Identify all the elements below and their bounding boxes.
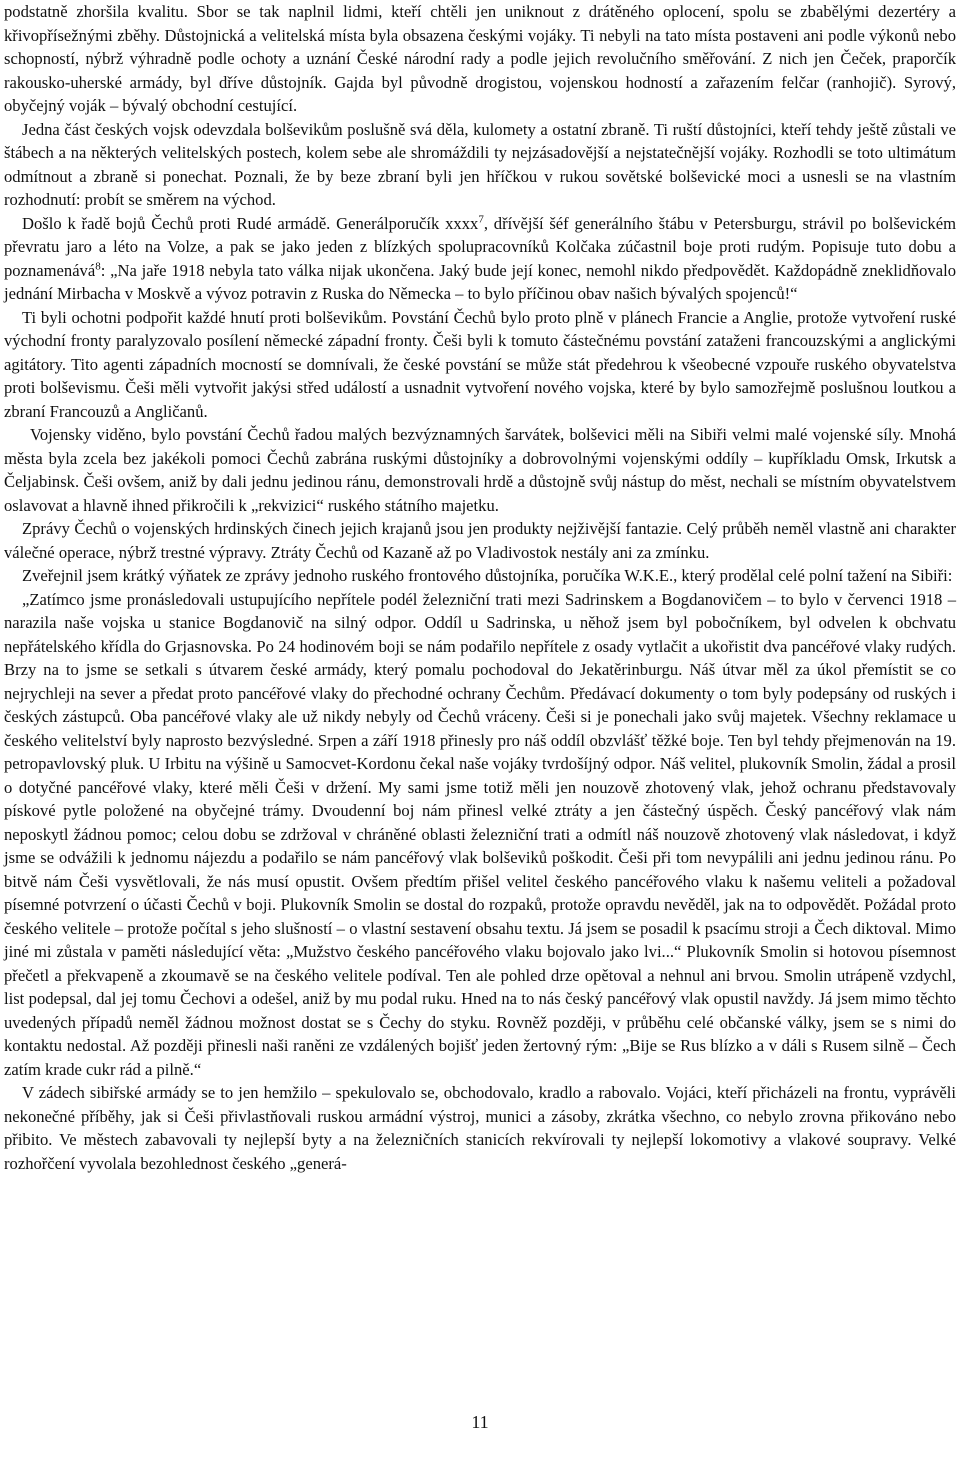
paragraph [4,1081,956,1175]
paragraph-text: , dřívější šéf generálního štábu v Petersburgu, strávil po bolševickém převratu jaro a léto na Volze, a pak se jako jeden z blízkých spolupracovníků Kolčaka zúčastnil boje proti rudým. Popisuje tuto dobu a poznamenává [4,213,957,280]
paragraph [4,0,956,118]
footnote-reference: 8 [95,259,101,272]
paragraph-text: Jedna část českých vojsk odevzdala bolševikům poslušně svá děla, kulomety a ostatní zbraně. Ti ruští důstojníci, kteří tehdy ještě zůstali ve štábech a na některých velitelských postech, kolem sebe ale shromáždili ty nejzásadovější a nejstatečnější vojáky. Rozhodli se toto ultimátum odmítnout a zbraně si ponechat. Poznali, že by beze zbraní byli jen hříčkou v rukou sovětské bolševické moci a usnesli se na vlastním rozhodnutí: probít se směrem na východ. [4,119,956,209]
paragraph-text: Ti byli ochotni podpořit každé hnutí proti bolševikům. Povstání Čechů bylo proto plně v plánech Francie a Anglie, protože vytvoření ruské východní fronty paralyzovalo posílení německé západní fronty. Češi byli k tomuto částečnému povstání zataženi francouzskými a anglickými agitátory. Tito agenti západních mocností se domnívali, že české povstání se může stát předehrou k všeobecné vzpouře ruského obyvatelstva proti bolševismu. Češi měli vytvořit jakýsi střed událostí a usnadnit vytvoření nového vojska, které by bylo samozřejmě poslušnou loutkou a zbraní Francouzů a Angličanů. [4,307,956,421]
paragraph [4,306,956,424]
paragraph-text: podstatně zhoršila kvalitu. Sbor se tak naplnil lidmi, kteří chtěli jen uniknout z drátěného oplocení, spolu se zbabělými dezertéry a křivopřísežnými zběhy. Důstojnická a velitelská místa byla obsazena českými vojáky. Ti nebyli na tato místa postaveni ani podle výkonů nebo schopností, nýbrž výhradně podle ochoty a uznání České národní rady a podle jejich revolučního směřování. Z nich jen Čeček, praporčík rakousko-uherské armády, byl dříve důstojník. Gajda byl původně drogistou, vojenskou hodností a zařazením felčar (ranhojič). Syrový, obyčejný voják – bývalý obchodní cestující. [4,2,956,115]
quoted-report-paragraph [4,588,956,1082]
paragraph [4,212,956,306]
paragraph-text: Zveřejnil jsem krátký výňatek ze zprávy jednoho ruského frontového důstojníka, poručíka W.K.E., který prodělal celé polní tažení na Sibiři: [22,566,953,585]
paragraph-text: „Zatímco jsme pronásledovali ustupujícího nepřítele podél železniční trati mezi Sadrinskem a Bogdanovičem – to bylo v červenci 1918 – narazila naše vojska u stanice Bogdanovič na silný odpor. Oddíl u Sadrinska, u něhož jsem byl pobočníkem, byl odvelen k obchvatu nepřátelského křídla do Grjasnovska. Po 24 hodinovém boji se nám podařilo nepřítele z osady vytlačit a ukořistit dva pancéřové vlaky rudých. Brzy na to jsme se setkali s útvarem české armády, který pomalu pochodoval do Jekatěrinburgu. Náš útvar měl za úkol přemístit se co nejrychleji na sever a předat proto pancéřové vlaky do přechodné ochrany Čechům. Předávací dokumenty o tom byly podepsány od ruských i českých zástupců. Oba pancéřové vlaky ale už nikdy nebyly od Čechů vráceny. Češi si je ponechali jako svůj majetek. Všechny reklamace u českého velitelství byly naprosto bezvýsledné. Srpen a září 1918 přinesly pro náš oddíl obzvlášť těžké boje. Ten byl tehdy přejmenován na 19. petropavlovský pluk. U Irbitu na výšině u Samocvet-Kordonu čekal naše vojáky tvrdošíjný odpor. Náš velitel, plukovník Smolin, žádal a prosil o dotyčné pancéřové vlaky, které měli Češi v držení. My sami jsme totiž měli jen nouzově zhotovený vlak, jehož ochranu představovaly pískové pytle položené na obyčejné trámy. Dvoudenní boj nám přinesl velké ztráty a jen částečný úspěch. Český pancéřový vlak nám neposkytl žádnou pomoc; celou dobu se zdržoval v chráněné oblasti železniční trati a odmítl náš nouzově zhotovený vlak následovat, i když jsme se odvážili k jednomu nájezdu a podařilo se nám pancéřový vlak bolševiků poškodit. Češi při tom nevypálili ani jednu jedinou ránu. Po bitvě nám Češi vysvětlovali, že nás musí opustit. Ovšem předtím přišel velitel českého pancéřového vlaku k našemu veliteli a požadoval písemné potvrzení o účasti Čechů v boji. Plukovník Smolin se dostal do rozpaků, protože opravdu nevěděl, jak na to odpovědět. Požádal proto českého velitele – protože počítal s jeho slušností – o vlastní sestavení obsahu textu. Já jsem se posadil k psacímu stroji a Čech diktoval. Mimo jiné mi zůstala v paměti následující věta: „Mužstvo českého pancéřového vlaku bojovalo jako lvi...“ Plukovník Smolin si hotovou písemnost přečetl a překvapeně a zkoumavě se na českého velitele podíval. Ten ale pohled drze opětoval a nehnul ani brvou. Smolin utrápeně vzdychl, list podepsal, dal jej tomu Čechovi a odešel, aniž by mu podal ruku. Hned na to nás český pancéřový vlak opustil navždy. Já jsem mimo těchto uvedených případů neměl žádnou možnost dostat se s Čechy do styku. Rovněž později, v průběhu celé občanské války, jsem se s nimi do kontaktu nedostal. Až později přinesli naši raněni ze vzdálených bojišť jeden žertovný rým: „Bije se Rus blízko a v dáli s Rusem silně – Čech zatím krade cukr rád a pilně.“ [4,589,956,1079]
document-body [4,0,956,1175]
paragraph-text: Zprávy Čechů o vojenských hrdinských činech jejich krajanů jsou jen produkty nejživější fantazie. Celý průběh neměl vlastně ani charakter válečné operace, nýbrž trestné výpravy. Ztráty Čechů od Kazaně až po Vladivostok nestály ani za zmínku. [4,519,956,562]
paragraph-text: Došlo k řadě bojů Čechů proti Rudé armádě. Generálporučík xxxx [22,213,479,233]
paragraph [4,118,956,212]
page-number: 11 [471,1412,489,1432]
paragraph [4,517,956,564]
footnote-reference: 7 [478,212,484,225]
paragraph-text: : „Na jaře 1918 nebyla tato válka nijak ukončena. Jaký bude její konec, nemohl nikdo předpovědět. Každopádně zneklidňovalo jednání Mirbacha v Moskvě a vývoz potravin z Ruska do Německa – to bylo příčinou obav našich bývalých spojenců!“ [4,260,956,303]
paragraph-text: V zádech sibiřské armády se to jen hemžilo – spekulovalo se, obchodovalo, kradlo a rabovalo. Vojáci, kteří přicházeli na frontu, vyprávěli nekonečné příběhy, jak si Češi přivlastňovali ruskou armádní výstroj, munici a zásoby, zkrátka všechno, co nebylo zrovna přikováno nebo přibito. Ve městech zabavovali ty nejlepší byty a na železničních stanicích rekvírovali ty nejlepší lokomotivy a vlakové soupravy. Velké rozhořčení vyvolala bezohlednost českého „generá- [4,1083,956,1173]
paragraph [4,564,956,588]
paragraph [4,423,956,517]
paragraph-text: Vojensky viděno, bylo povstání Čechů řadou malých bezvýznamných šarvátek, bolševici měli na Sibiři velmi malé vojenské síly. Mnohá města byla zcela bez jakékoli pomoci Čechů zabrána ruskými důstojníky a dobrovolnými vojenskými oddíly – kupříkladu Omsk, Irkutsk a Čeljabinsk. Češi ovšem, aniž by dali jednu jedinou ránu, demonstrovali hrdě a důstojně svůj nástup do měst, nechali se místním obyvatelstvem oslavovat a hlavně ihned přikročili k „rekvizici“ ruského státního majetku. [4,425,956,515]
